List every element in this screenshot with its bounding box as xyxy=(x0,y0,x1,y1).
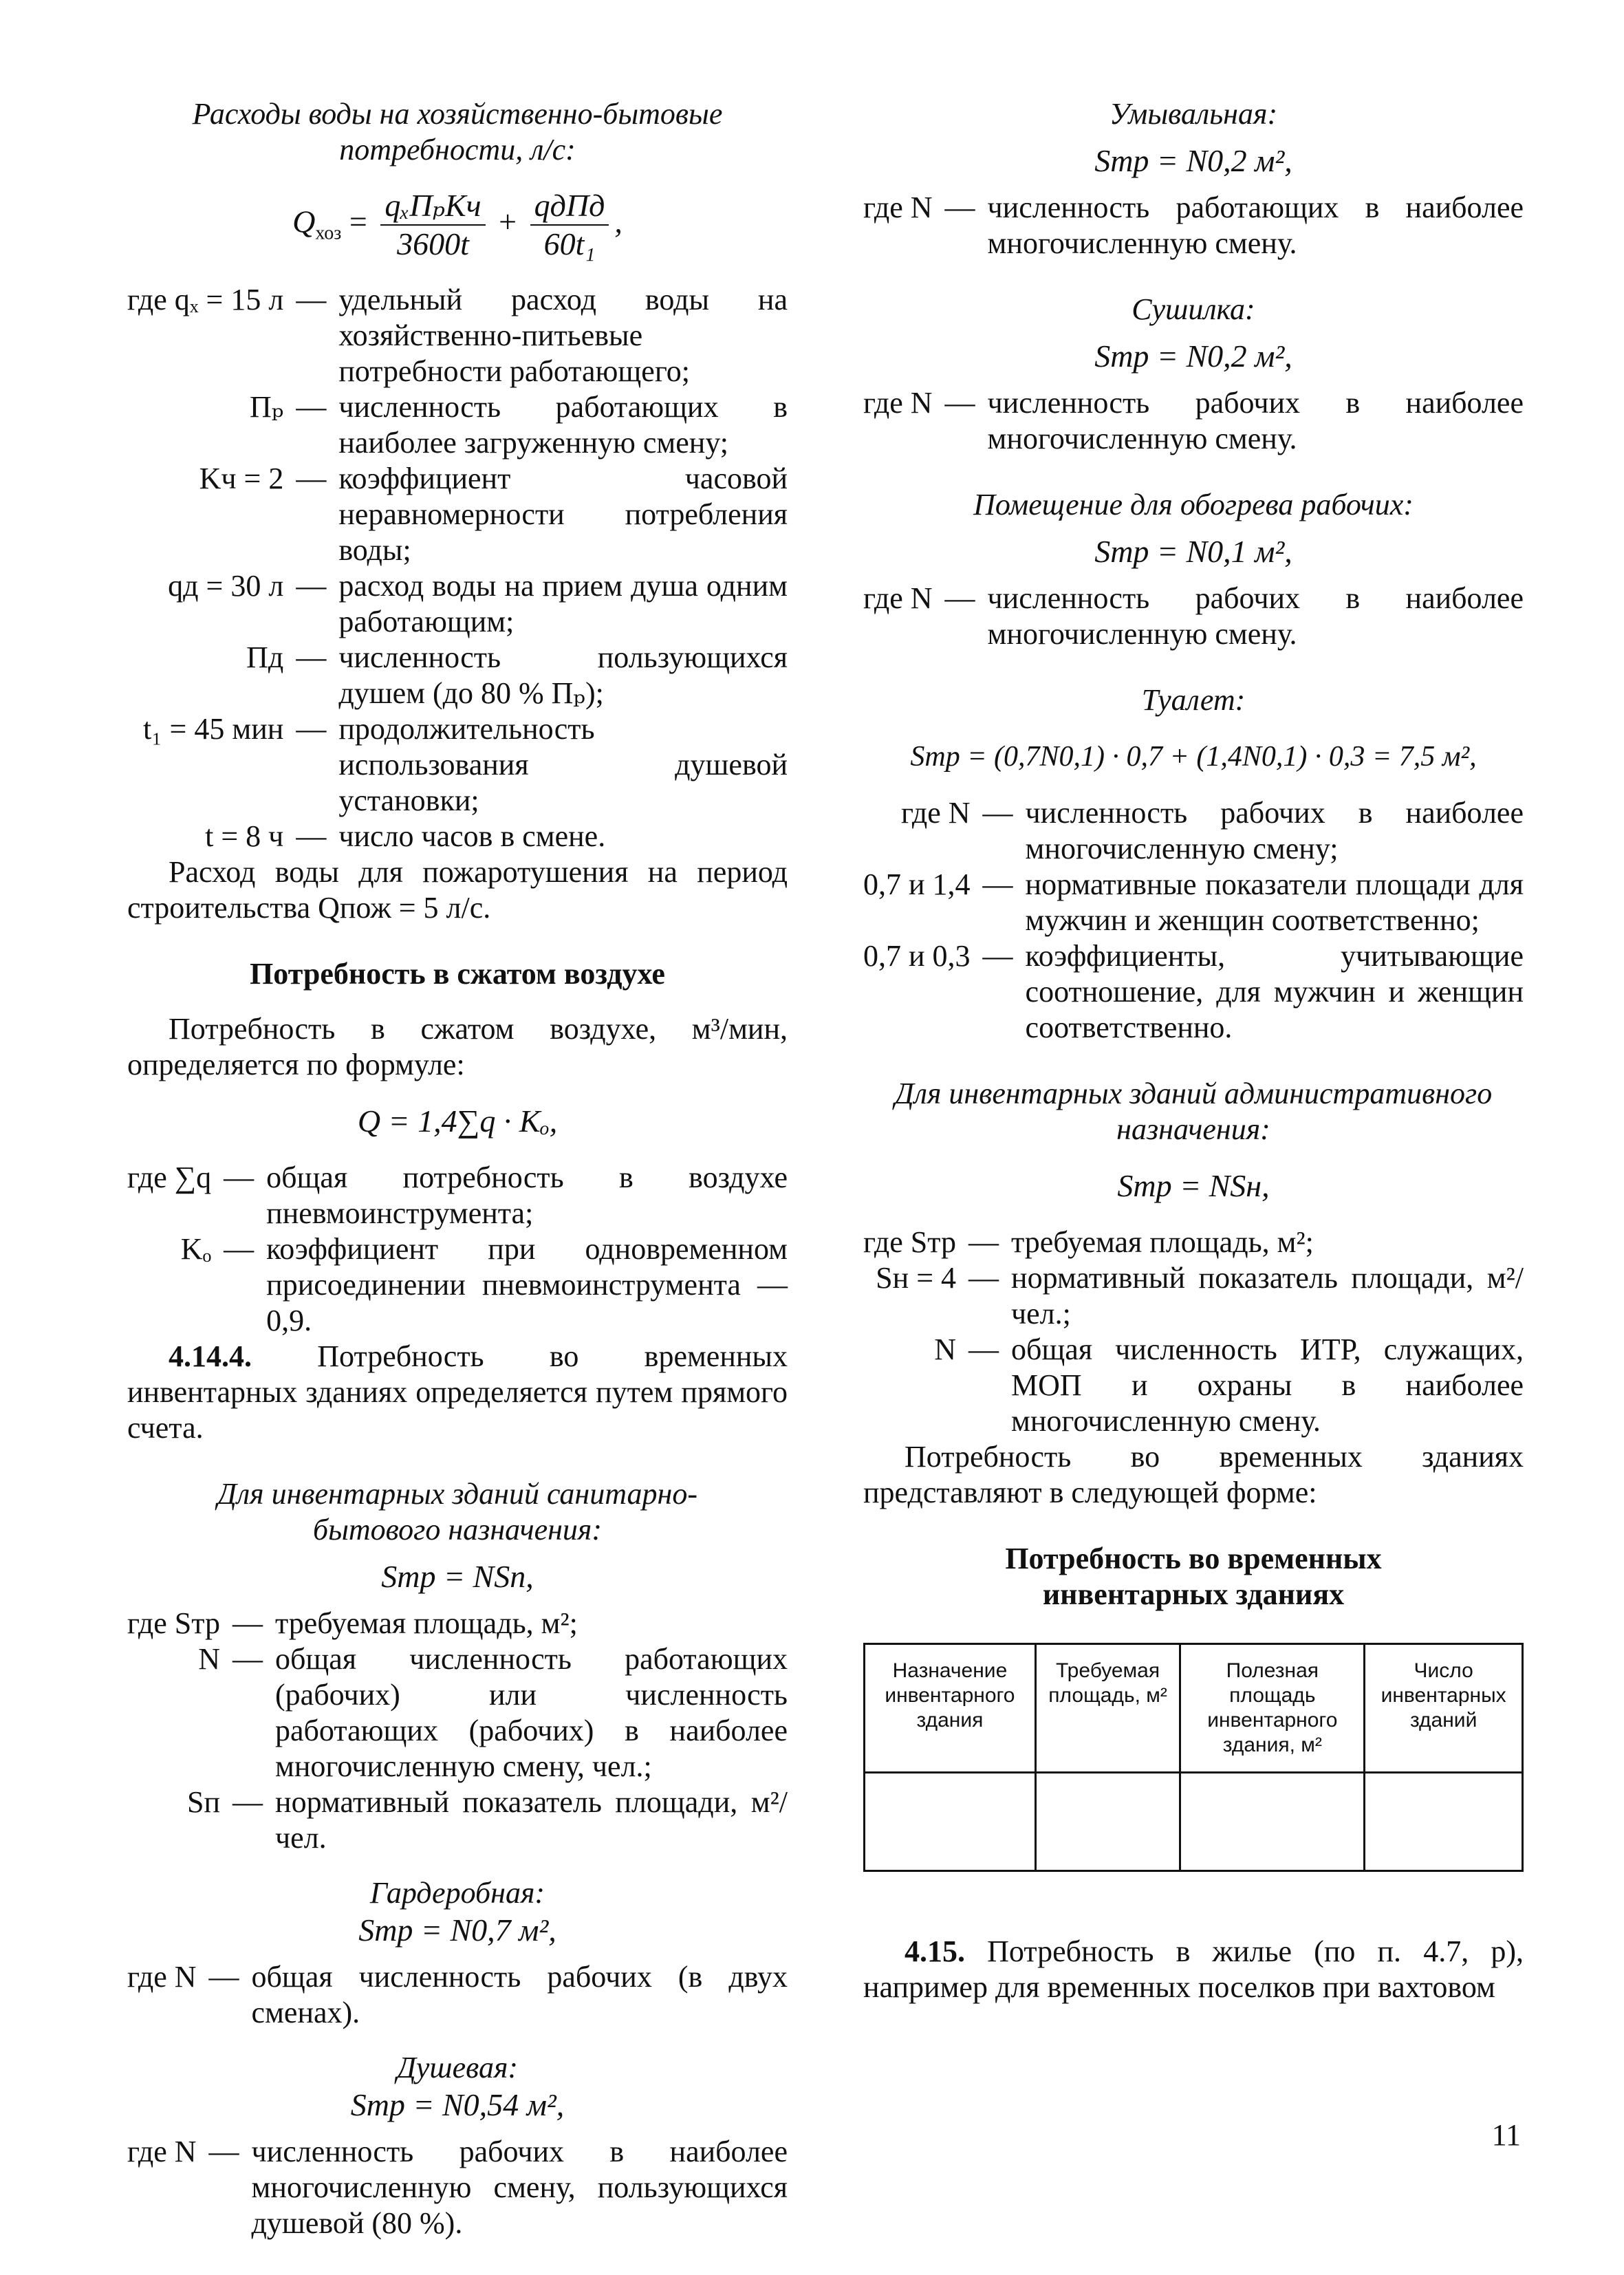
shower-definitions: где N — численность рабочих в наиболее многочисленную смену, пользующихся душевой (80 %). xyxy=(127,2135,788,2240)
def-term: где N xyxy=(863,386,933,420)
heating-room-formula: Sтр = N0,1 м², xyxy=(1094,534,1292,569)
def-term: где N xyxy=(863,581,933,615)
def-term: qд = 30 л xyxy=(168,569,284,603)
washroom-heading: Умывальная: xyxy=(1109,97,1278,131)
table-row xyxy=(865,1773,1523,1871)
shower-formula: Sтр = N0,54 м², xyxy=(350,2087,565,2122)
table-cell xyxy=(1035,1773,1180,1871)
def-desc: нормативные показатели площади для мужчин и женщин соответственно; xyxy=(1025,867,1524,937)
def-term: t₁ = 45 мин xyxy=(142,712,284,746)
def-desc: общая численность ИТР, служащих, МОП и охраны в наиболее многочисленную смену. xyxy=(1011,1333,1524,1438)
admin-definitions: где Sтр — требуемая площадь, м²; Sн = 4 — нормативный показатель площади, м²/чел.; N — общая численность ИТР, служащих, МОП и охраны в наиболее многочисленную смену. xyxy=(863,1225,1524,1438)
air-paragraph: Потребность в сжатом воздухе, м³/мин, определяется по формуле: xyxy=(127,1012,788,1081)
def-term: 0,7 и 0,3 xyxy=(863,939,971,973)
def-desc: коэффициент при одновременном присоединении пневмоинструмента — 0,9. xyxy=(266,1232,788,1337)
def-desc: расход воды на прием душа одним работающим; xyxy=(338,569,788,638)
toilet-definitions: где N — численность рабочих в наиболее многочисленную смену; 0,7 и 1,4 — нормативные показатели площади для мужчин и женщин соответственно; 0,7 и 0,3 — коэффициенты, учитывающие соотношение, для мужчин и женщин соответственно. xyxy=(863,796,1524,1044)
def-desc: численность работающих в наиболее многочисленную смену. xyxy=(987,191,1524,260)
section-4144-paragraph: 4.14.4. Потребность во временных инвентарных зданиях определяется путем прямого счета. xyxy=(127,1339,788,1445)
dryer-formula: Sтр = N0,2 м², xyxy=(1094,338,1292,374)
admin-heading: Для инвентарных зданий административного назначения: xyxy=(894,1077,1493,1146)
fire-water-paragraph: Расход воды для пожаротушения на период строительства Qпож = 5 л/с. xyxy=(127,855,788,925)
air-heading: Потребность в сжатом воздухе xyxy=(250,957,665,991)
def-term: Kₒ xyxy=(180,1232,212,1266)
def-desc: численность работающих в наиболее загруженную смену; xyxy=(338,390,788,460)
def-desc: коэффициент часовой неравномерности потребления воды; xyxy=(338,462,788,567)
table-header-cell: Требуемая площадь, м² xyxy=(1035,1644,1180,1773)
water-heading: Расходы воды на хозяйственно-бытовые потребности, л/с: xyxy=(192,97,723,166)
air-formula: Q = 1,4∑q · Kₒ, xyxy=(357,1103,558,1139)
def-desc: численность пользующихся душем (до 80 % Пₚ); xyxy=(338,640,788,710)
table-cell xyxy=(1365,1773,1523,1871)
wardrobe-heading: Гардеробная: xyxy=(369,1876,545,1910)
def-desc: численность рабочих в наиболее многочисленную смену, пользующихся душевой (80 %). xyxy=(251,2135,788,2240)
def-term: Sн = 4 xyxy=(876,1261,957,1295)
def-desc: нормативный показатель площади, м²/чел. xyxy=(275,1785,788,1855)
form-paragraph: Потребность во временных зданиях представляют в следующей форме: xyxy=(863,1440,1524,1509)
fraction-2: $\frac{\text{qдПд}}{\text{60t₁}}$ xyxy=(530,187,609,263)
admin-formula: Sтр = NSн, xyxy=(1117,1168,1270,1203)
dryer-definitions: где N — численность рабочих в наиболее многочисленную смену. xyxy=(863,386,1524,455)
wardrobe-formula: Sтр = N0,7 м², xyxy=(358,1912,556,1948)
table-header-cell: Назначение инвентарного здания xyxy=(865,1644,1036,1773)
water-formula: $Q_{хоз}$ = $\frac{\text{qₓПₚKч}}{3600t}$ + $\frac{\text{qдПд}}{\text{60t₁}}$ , xyxy=(292,188,622,261)
washroom-definitions: где N — численность работающих в наиболее многочисленную смену. xyxy=(863,191,1524,260)
def-term: где N xyxy=(127,1960,197,1994)
def-desc: требуемая площадь, м²; xyxy=(275,1606,578,1640)
def-desc: число часов в смене. xyxy=(338,819,606,853)
def-term: Пд xyxy=(246,640,284,674)
table-header-cell: Число инвентарных зданий xyxy=(1365,1644,1523,1773)
def-term: где ∑q xyxy=(127,1161,212,1194)
table-title: Потребность во временных инвентарных зданиях xyxy=(1005,1542,1382,1611)
sanitary-definitions: где Sтр — требуемая площадь, м²; N — общая численность работающих (рабочих) или численность работающих (рабочих) в наиболее многочисленную смену, чел.; Sп — нормативный показатель площади, м²/чел. xyxy=(127,1606,788,1855)
def-desc: требуемая площадь, м²; xyxy=(1011,1225,1314,1259)
def-desc: численность рабочих в наиболее многочисленную смену; xyxy=(1025,796,1524,865)
right-column xyxy=(863,96,1524,2005)
def-term: t = 8 ч xyxy=(205,819,284,853)
def-desc: общая потребность в воздухе пневмоинструмента; xyxy=(266,1161,788,1230)
def-term: где N xyxy=(863,191,933,224)
water-definitions: где qₓ = 15 л — удельный расход воды на хозяйственно-питьевые потребности работающего; Пₚ — численность работающих в наиболее загруженную смену; Kч = 2 — коэффициент часовой неравномерности потребления воды; qд = 30 л — расход воды на прием душа одним работающим; Пд — численность пользующихся душем (до 80 % Пₚ); t₁ = 45 мин — продолжительность использования душевой установки; t = 8 ч — число часов в смене. xyxy=(127,283,788,853)
def-desc: нормативный показатель площади, м²/чел.; xyxy=(1011,1261,1524,1330)
washroom-formula: Sтр = N0,2 м², xyxy=(1094,143,1292,178)
def-term: N xyxy=(934,1333,957,1366)
shower-heading: Душевая: xyxy=(396,2051,519,2084)
left-column xyxy=(127,96,788,2241)
def-term: N xyxy=(198,1642,221,1676)
def-term: где qₓ = 15 л xyxy=(127,283,284,316)
buildings-table xyxy=(863,1643,1524,1872)
heating-room-heading: Помещение для обогрева рабочих: xyxy=(973,488,1414,521)
def-term: где Sтр xyxy=(127,1606,221,1640)
air-definitions: где ∑q — общая потребность в воздухе пневмоинструмента; Kₒ — коэффициент при одновременном присоединении пневмоинструмента — 0,9. xyxy=(127,1161,788,1337)
wardrobe-definitions: где N — общая численность рабочих (в двух сменах). xyxy=(127,1960,788,2029)
section-415-paragraph: 4.15. Потребность в жилье (по п. 4.7, р), например для временных поселков при вахтовом xyxy=(863,1934,1524,2004)
def-desc: удельный расход воды на хозяйственно-питьевые потребности работающего; xyxy=(338,283,788,388)
def-term: где Sтр xyxy=(863,1225,957,1259)
sanitary-heading: Для инвентарных зданий санитарно-бытового назначения: xyxy=(217,1477,698,1546)
def-desc: коэффициенты, учитывающие соотношение, для мужчин и женщин соответственно. xyxy=(1025,939,1524,1044)
def-term: где N xyxy=(901,796,971,830)
def-term: Kч = 2 xyxy=(199,462,284,495)
table-header-row xyxy=(865,1644,1523,1773)
table-cell xyxy=(1180,1773,1365,1871)
dryer-heading: Сушилка: xyxy=(1132,292,1255,326)
def-term: 0,7 и 1,4 xyxy=(863,867,971,901)
def-desc: общая численность рабочих (в двух сменах). xyxy=(251,1960,788,2029)
table-cell xyxy=(865,1773,1036,1871)
heating-room-definitions: где N — численность рабочих в наиболее многочисленную смену. xyxy=(863,581,1524,651)
def-desc: продолжительность использования душевой установки; xyxy=(338,712,788,817)
def-desc: численность рабочих в наиболее многочисленную смену. xyxy=(987,581,1524,651)
fraction-1: $\frac{\text{qₓПₚKч}}{3600t}$ xyxy=(380,187,485,263)
page-number: 11 xyxy=(1491,2118,1521,2152)
toilet-heading: Туалет: xyxy=(1141,683,1246,717)
toilet-formula: Sтр = (0,7N0,1) · 0,7 + (1,4N0,1) · 0,3 = 7,5 м², xyxy=(910,741,1477,773)
def-desc: общая численность работающих (рабочих) или численность работающих (рабочих) в наиболее многочисленную смену, чел.; xyxy=(275,1642,788,1783)
def-desc: численность рабочих в наиболее многочисленную смену. xyxy=(987,386,1524,455)
table-header-cell: Полезная площадь инвентарного здания, м² xyxy=(1180,1644,1365,1773)
sanitary-formula: Sтр = NSп, xyxy=(381,1559,534,1594)
def-term: Пₚ xyxy=(249,390,284,424)
def-term: Sп xyxy=(186,1785,221,1819)
def-term: где N xyxy=(127,2135,197,2168)
